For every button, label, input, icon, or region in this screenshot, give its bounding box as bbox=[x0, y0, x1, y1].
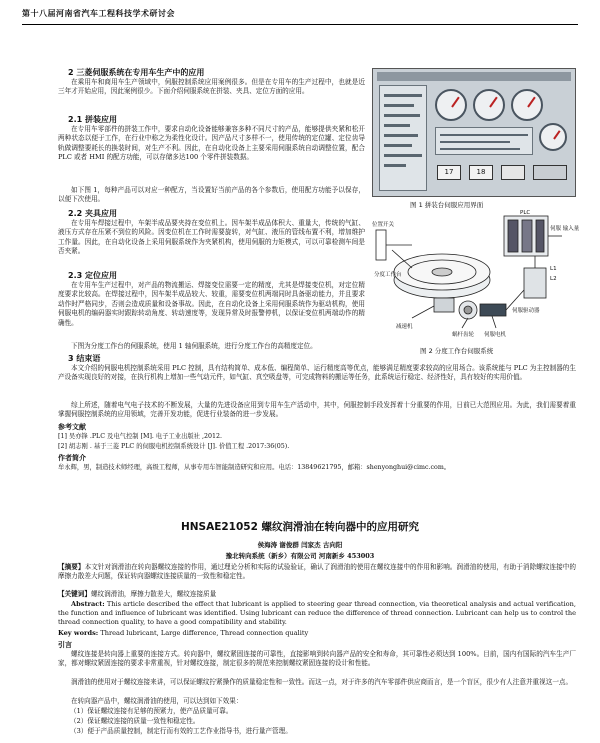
section-2-title: 2 三菱伺服系统在专用车生产中的应用 bbox=[68, 68, 205, 77]
label-plc: PLC bbox=[520, 210, 531, 216]
position-switch-shape bbox=[376, 230, 386, 260]
section-2-3-title: 2.3 定位应用 bbox=[68, 271, 117, 280]
abstract-cn-label: 【摘要】 bbox=[58, 563, 85, 571]
header-rule bbox=[22, 24, 578, 25]
label-position-switch: 位置开关 bbox=[372, 222, 395, 228]
keywords-cn-text: 螺纹润滑油，摩擦力散差大，螺纹连接质量 bbox=[90, 590, 217, 598]
intro-paragraph-3: 在转向器产品中，螺纹润滑油的使用，可以达到如下效果： bbox=[71, 697, 243, 705]
label-l1: L1 bbox=[550, 266, 557, 272]
gauge-icon bbox=[511, 89, 543, 121]
list-item: （3）便于产品质量控制，制定行而有效的工艺作业指导书，进行量产管理。 bbox=[70, 727, 292, 735]
section-2-3-paragraph-1: 在专用车生产过程中，对产品的物流搬运、焊接变位需要一定的精度，尤其是焊接变位机，对定位精度要求比较高。在焊接过程中，因车架半成品较大、较重，需要变位机两端同时具备驱动能力，并且要求动作时严格同步，否则会造成质量和设备事故。因此，在自动化设备上采用伺服系统作为驱动机构，使用伺服电机的编码器实时跟踪转动角度、转动速度等，发现异常及时报警停机，以保证变位机两端动作的精确性。 bbox=[58, 281, 365, 327]
figure-2-caption: 图 2 分度工作台伺服系统 bbox=[420, 347, 494, 355]
servo-drive-shape bbox=[524, 268, 546, 298]
gauge-icon bbox=[473, 89, 505, 121]
section-2-1-paragraph-2: 如下图 1，每种产品可以对应一种配方，当设置好当前产品的各个参数后，使用配方功能予以保存，以便下次使用。 bbox=[58, 186, 365, 204]
list-item: （1）保证螺纹连接有足够的预紧力，使产品质量可靠。 bbox=[70, 707, 233, 715]
section-2-3-paragraph-2: 下图为分度工作台的伺服系统，使用 1 轴伺服系统，进行分度工作台的高精度定位。 bbox=[71, 342, 317, 350]
article-2-authors: 侯海涛 谢俊群 闫家杰 古向阳 bbox=[257, 541, 343, 549]
list-item: （2）保证螺纹连接的质量一致性和稳定性。 bbox=[70, 717, 200, 725]
keywords-cn-label: 【关键词】 bbox=[58, 590, 91, 598]
section-2-paragraph: 在乘用车和商用车生产领域中，伺服控制系统应用案例很多。但是在专用车的生产过程中，也就是近三年才开始应用，因此案例很少。下面介绍伺服系统在拼装、夹具、定位方面的应用。 bbox=[58, 78, 365, 96]
references-title: 参考文献 bbox=[58, 423, 86, 431]
reference-2: [2] 胡志刚 . 基于三菱 PLC 的伺服电机控制系统设计 [J]. 价值工程 .2017:36(05). bbox=[58, 443, 290, 450]
figure-1-hmi-screen bbox=[372, 68, 576, 197]
label-worm-gear: 蜗杆齿轮 bbox=[452, 332, 475, 338]
hmi-title-bar bbox=[377, 72, 571, 81]
gauge-icon bbox=[435, 89, 467, 121]
article-2-affiliation: 豫北转向系统（新乡）有限公司 河南新乡 453003 bbox=[225, 552, 375, 560]
section-3-paragraph-2: 综上所述，随着电气电子技术的不断发展，大量的先进设备应用到专用车生产活动中，其中，伺服控制手段发挥着十分重要的作用，日前已大范围应用。为此，我们需要着重掌握伺服控制系统的应用领域，完善开发功能，促进行业装备的进一步发展。 bbox=[58, 401, 576, 419]
recipe-button-17[interactable]: 17 bbox=[437, 165, 461, 180]
reference-1: [1] 吴亦锋 .PLC 及电气控制 [M]. 电子工业出版社 ,2012. bbox=[58, 433, 223, 440]
section-2-1-title: 2.1 拼装应用 bbox=[68, 115, 117, 124]
section-2-2-title: 2.2 夹具应用 bbox=[68, 209, 117, 218]
keywords-en bbox=[58, 629, 576, 638]
intro-paragraph-1: 螺纹连接是转向器上重要的连接方式。转向器中，螺纹紧固连接的可靠性，直接影响到转向器产品的安全和寿命，其可靠性必须达到 100%。目前，国内有国际的汽车生产厂家，都对螺纹紧固连接的要求非常重视，针对螺纹连接，制定很多的规范来控制螺纹紧固连接的设计和性能。 bbox=[58, 650, 576, 668]
author-bio-title: 作者简介 bbox=[58, 454, 86, 462]
hmi-control-button[interactable] bbox=[533, 165, 567, 180]
section-2-1-paragraph-1: 在专用车零部件的拼装工作中，要求自动化设备能够兼容多种不同尺寸的产品，能够提供夹紧和松开两种状态以便于工作，在行业中称之为柔性化设计。因产品尺寸多样不一，使用传统的定位罐、定位齿导轨做调整要耗长的换装时间，对生产不利。因此，在自动化设备上主要采用伺服系统自动调整位置，配合 PLC 或者 HMI 的配方功能，可以存储多达100 个零件拼装数据。 bbox=[58, 125, 365, 162]
label-l2: L2 bbox=[550, 276, 557, 282]
intro-paragraph-2: 润滑油的使用对于螺纹连接来讲，可以保证螺纹拧紧操作的质量稳定性和一致性。而这一点，对于许多的汽车零部件供应商而言，是一个盲区，很少有人注意并重视这一点。 bbox=[71, 678, 573, 686]
label-indexing-table: 分度工作台 bbox=[374, 272, 402, 278]
gauge-icon bbox=[539, 123, 567, 151]
figure-2-diagram bbox=[372, 210, 580, 343]
keywords-en-label: Key words: bbox=[58, 629, 99, 637]
section-3-title: 3 结束语 bbox=[68, 354, 101, 363]
abstract-en bbox=[58, 600, 576, 627]
servo-motor-shape bbox=[480, 304, 506, 316]
label-servo-input: 伺服 输入量 bbox=[550, 226, 580, 232]
author-bio-text: 牟永辉，男，制造技术师经理，高级工程师，从事专用车智能制造研究和应用。电话：13849621795，邮箱：shenyonghui@cimc.com。 bbox=[58, 464, 451, 471]
recipe-button-18[interactable]: 18 bbox=[469, 165, 493, 180]
keywords-en-text: Thread lubricant, Large difference, Thread connection quality bbox=[100, 629, 309, 637]
hmi-parameter-panel bbox=[435, 127, 533, 155]
hmi-left-panel bbox=[379, 85, 427, 191]
label-servo-motor: 伺服电机 bbox=[484, 332, 507, 338]
section-2-2-paragraph: 在专用车焊接过程中，车架半成品要夹持在变位机上。因车架半成品体积大、重量大，传统的气缸、液压方式存在压紧不到位的风险。因变位机在工作时需要旋转，对气缸、液压的管线布置不利，增加维护工作量。因此，在自动化设备上采用伺服系统作为夹紧机构，使用伺服的力矩模式，可以可靠检测车间是否夹紧。 bbox=[58, 219, 365, 256]
label-reducer: 减速机 bbox=[396, 324, 413, 330]
label-servo-drive: 伺服驱动器 bbox=[512, 308, 540, 314]
abstract-en-text: This article described the effect that lubricant is applied to steering gear thread connection, via theoretical analysis and actual verification, the function and influence of lubricant was identified. Using lubricant can reduce the difference of thread connection. Lubricant can help us to control the thread connection quality, to have a good compatibility and stability. bbox=[58, 600, 576, 626]
keywords-cn bbox=[58, 590, 576, 599]
recipe-button-blank[interactable] bbox=[501, 165, 525, 180]
section-3-paragraph-1: 本文介绍的伺服电机控制系统采用 PLC 控制，具有结构简单、成本低、编程简单、运行精度高等优点，能够满足精度要求较高的应用场合。该系统能与 PLC 为主控制器的生产设备实现良好的对接，在执行机构上增加一些气动元件，如气缸、真空吸盘等，可完成物料的搬运等任务，此系统运行稳定、经济性好，具有较好的实用价值。 bbox=[58, 364, 576, 382]
abstract-cn-text: 本文针对润滑油在转向器螺纹连接的作用，通过理论分析和实际的试验验证，确认了润滑油的使用在螺纹连接中的作用和影响。润滑油的使用，有助于消除螺纹连接中的摩擦力散差大问题，保证转向器螺纹连接质量的一致性和稳定性。 bbox=[58, 563, 577, 581]
running-header: 第十八届河南省汽车工程科技学术研讨会 bbox=[22, 9, 175, 18]
abstract-cn bbox=[58, 563, 576, 582]
article-2-title: HNSAE21052 螺纹润滑油在转向器中的应用研究 bbox=[180, 521, 420, 533]
intro-title: 引言 bbox=[58, 641, 72, 649]
abstract-en-label: Abstract: bbox=[71, 600, 105, 608]
figure-1-caption: 图 1 拼装台伺服应用界面 bbox=[410, 201, 484, 209]
